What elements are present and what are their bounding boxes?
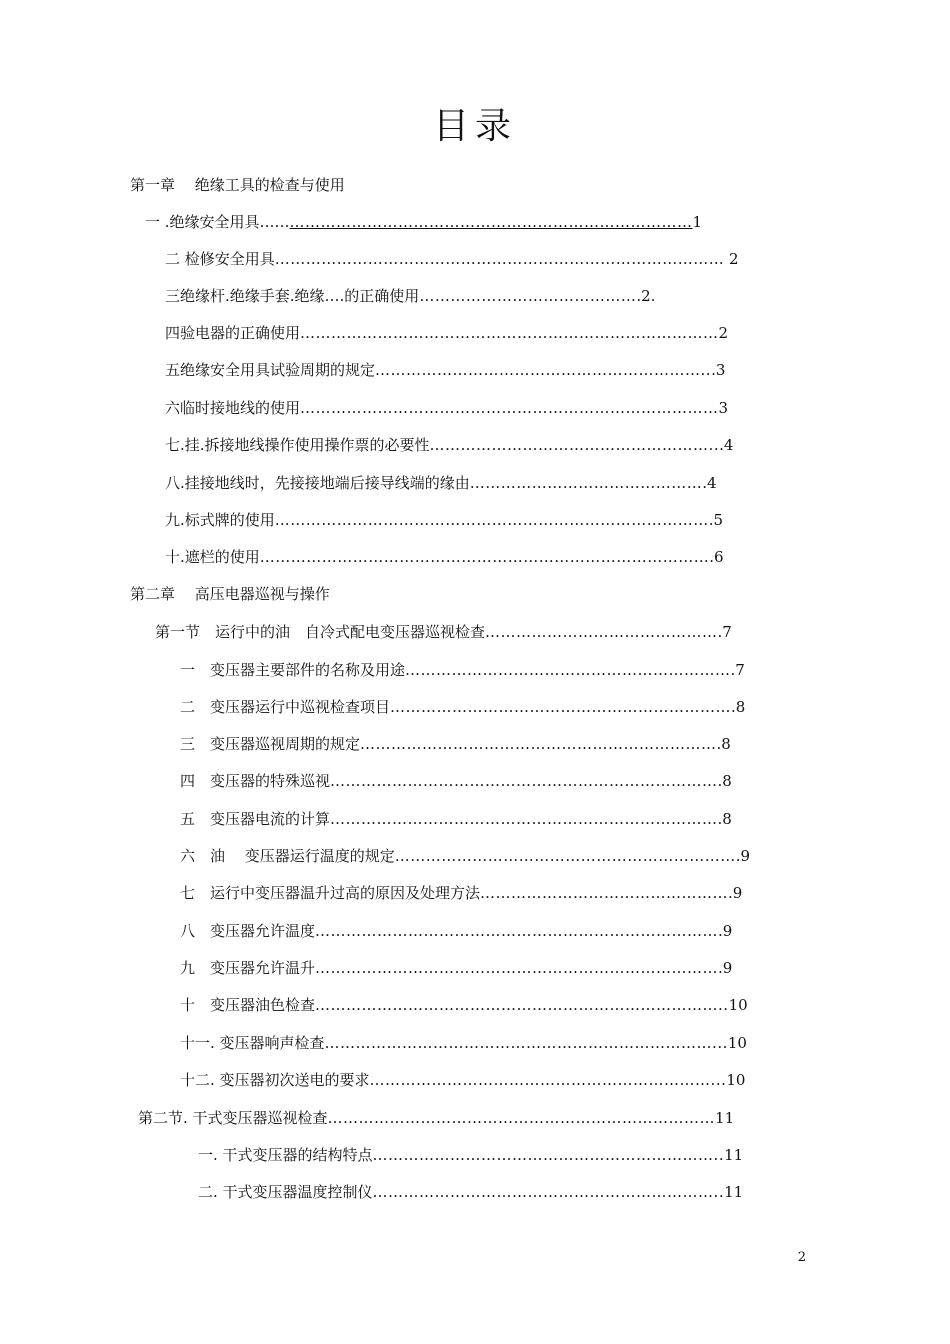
toc-entry: [180, 883, 795, 903]
toc-page-number: .7: [730, 661, 745, 679]
toc-entry-text: 十一. 变压器响声检查: [180, 1034, 325, 1052]
toc-entry: [145, 212, 755, 232]
toc-entry: [165, 286, 785, 306]
toc-entry: [165, 323, 780, 343]
toc-leader-dots: …………………………………………………………………………: [274, 511, 709, 529]
toc-leader-dots: …………………………………………………………………: [330, 810, 718, 828]
toc-entry-text: 八.挂接地线时，先接接地端后接导线端的缘由: [165, 474, 470, 492]
toc-entry: [165, 398, 780, 418]
toc-leader-dots: ……………………………………………………………………: [315, 959, 719, 977]
toc-page-number: .3: [711, 361, 726, 379]
toc-entry: [180, 1033, 795, 1053]
toc-entry-text: 一 变压器主要部件的名称及用途: [180, 661, 406, 679]
toc-entry-text: 第二节. 干式变压器巡视检查: [138, 1109, 328, 1127]
toc-chapter-heading: [130, 175, 345, 195]
toc-chapter-heading: [130, 584, 330, 604]
toc-entry: [165, 547, 785, 567]
toc-page-number: 2: [724, 250, 739, 268]
toc-entry-text: 二 变压器运行中巡视检查项目: [180, 698, 391, 716]
toc-entry: [198, 1145, 796, 1165]
toc-leader-dots: …………………………………………………………: [394, 847, 736, 865]
toc-page-number: .7: [717, 623, 732, 641]
toc-leader-dots: …………………………………………………………………...: [324, 1034, 728, 1052]
toc-page-number: 11: [724, 1146, 744, 1164]
toc-page-number: .2.: [636, 287, 656, 305]
toc-page-number: 1: [692, 213, 703, 231]
toc-page-number: 2: [718, 324, 729, 342]
toc-entry-text: 十.遮栏的使用: [165, 548, 260, 566]
toc-page-number: .9: [728, 884, 743, 902]
toc-entry-text: 七.挂.拆接地线操作使用操作票的必要性: [165, 436, 430, 454]
page-number: 2: [797, 1250, 806, 1265]
toc-entry: [180, 771, 795, 791]
toc-leader-dots: ………………………………………………..: [429, 436, 720, 454]
toc-page-number: .8: [717, 772, 732, 790]
toc-page-number: .8: [717, 810, 732, 828]
toc-page-number: .5: [708, 511, 724, 529]
toc-entry-text: 四验电器的正确使用: [165, 324, 301, 342]
toc-entry: [180, 660, 795, 680]
toc-entry-text: 五绝缘安全用具试验周期的规定: [165, 361, 376, 379]
toc-leader-dots: ……………………………………: [419, 287, 637, 305]
toc-entry-text: 七 运行中变压器温升过高的原因及处理方法: [180, 884, 481, 902]
toc-leader-dots: ………………………………………………………………………: [300, 324, 719, 342]
toc-page-number: .9: [718, 922, 733, 940]
toc-entry: [138, 1108, 793, 1128]
toc-page-number: .6: [709, 548, 724, 566]
toc-entry-text: 九 变压器允许温升: [180, 959, 316, 977]
toc-page-number: 11: [724, 1183, 744, 1201]
toc-entry: [198, 1182, 796, 1202]
toc-page-number: .4: [719, 436, 734, 454]
toc-entry: [180, 697, 795, 717]
toc-page-number: .8: [716, 735, 731, 753]
toc-leader-dots: ……………………………………………………………: [360, 735, 717, 753]
toc-leader-dots: …………………………………………………………..: [372, 1146, 725, 1164]
toc-entry-text: 九.标式牌的使用: [165, 511, 275, 529]
toc-entry-text: 二. 干式变压器温度控制仪: [198, 1183, 373, 1201]
toc-leader-dots: …………………………………………………………..: [372, 1183, 725, 1201]
toc-leader-dots: ………………………………………………………..: [375, 361, 712, 379]
toc-entry-text: 第一章 绝缘工具的检查与使用: [130, 176, 345, 194]
toc-entry-text: 一. 干式变压器的结构特点: [198, 1146, 373, 1164]
toc-entry-text: 三绝缘杆.绝缘手套.绝缘….的正确使用: [165, 287, 420, 305]
toc-leader-dots: ……………………………………………………………………: [289, 213, 693, 231]
toc-entry: [180, 995, 795, 1015]
toc-entry-text: 六临时接地线的使用: [165, 399, 301, 417]
toc-leader-dots: …………………………………………………………………: [330, 772, 718, 790]
toc-leader-dots: ……………………………………………………………………: [315, 922, 719, 940]
toc-page-number: 10: [727, 1034, 747, 1052]
toc-entry: [165, 510, 785, 530]
toc-entry: [165, 360, 775, 380]
toc-leader-dots: ……………………………………………………………………………: [259, 548, 710, 566]
toc-entry: [165, 435, 780, 455]
toc-page-number: .4: [702, 474, 717, 492]
toc-entry-text: 八 变压器允许温度: [180, 922, 316, 940]
toc-leader-dots: ………………………………………………………: [405, 661, 731, 679]
toc-entry-text: 六 油 变压器运行温度的规定: [180, 847, 395, 865]
toc-entry-text: 二 检修安全用具: [165, 250, 275, 268]
toc-page-number: 10: [728, 996, 748, 1014]
toc-leader-dots: ………………………………………………………………………: [300, 399, 719, 417]
toc-leader-dots: ………………………………………: [469, 474, 703, 492]
toc-leader-dots: …………………………………………………………...: [369, 1071, 727, 1089]
toc-page-number: 10: [726, 1071, 746, 1089]
toc-page-number: .8: [731, 698, 746, 716]
toc-entry: [155, 622, 790, 642]
toc-entry: [180, 734, 795, 754]
toc-page-number: 11: [715, 1109, 735, 1127]
toc-page-number: 3: [718, 399, 729, 417]
toc-entry: [180, 809, 795, 829]
toc-entry-text: 第二章 高压电器巡视与操作: [130, 585, 330, 603]
toc-entry-text: 四 变压器的特殊巡视: [180, 772, 331, 790]
page-title: 目录: [432, 106, 517, 147]
toc-page-number: .9: [735, 847, 751, 865]
toc-entry: [180, 958, 795, 978]
toc-leader-dots: …………………………………………………………: [390, 698, 732, 716]
toc-entry-text: 一 .绝缘安全用具……: [145, 213, 290, 231]
toc-entry-text: 十二. 变压器初次送电的要求: [180, 1071, 370, 1089]
toc-entry-text: 第一节 运行中的油 自冷式配电变压器巡视检查: [155, 623, 486, 641]
toc-entry: [180, 1070, 795, 1090]
toc-entry: [180, 846, 795, 866]
toc-leader-dots: …………………………………………: [480, 884, 729, 902]
toc-entry: [165, 249, 780, 269]
toc-leader-dots: …………………………………………………………………: [327, 1109, 716, 1127]
toc-entry-text: 五 变压器电流的计算: [180, 810, 331, 828]
toc-leader-dots: ………………………………………: [485, 623, 718, 641]
toc-entry-text: 十 变压器油色检查: [180, 996, 316, 1014]
toc-page-number: .9: [718, 959, 733, 977]
toc-leader-dots: ……………………………………………………………………..: [315, 996, 729, 1014]
toc-leader-dots: ……………………………………………………………………………: [274, 250, 725, 268]
toc-entry: [165, 473, 785, 493]
toc-entry-text: 三 变压器巡视周期的规定: [180, 735, 361, 753]
toc-entry: [180, 921, 795, 941]
